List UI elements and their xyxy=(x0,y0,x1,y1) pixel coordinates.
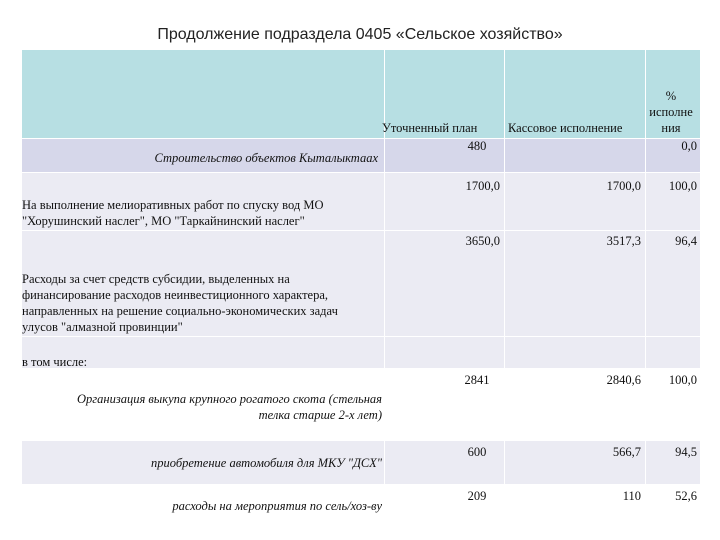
header-percent: исполне xyxy=(649,105,693,119)
row-plan: 2841 xyxy=(464,373,490,387)
row-name: На выполнение мелиоративных работ по спуску вод МО xyxy=(22,198,324,212)
row-cash: 1700,0 xyxy=(606,179,641,193)
row-plan: 480 xyxy=(467,139,487,153)
row-plan: 1700,0 xyxy=(465,179,500,193)
budget-table xyxy=(22,50,700,526)
row-divider xyxy=(22,484,700,485)
row-name: в том числе: xyxy=(22,355,88,369)
row-name: финансирование расходов неинвестиционного характера, xyxy=(22,288,328,302)
row-name: расходы на мероприятия по сель/хоз-ву xyxy=(172,499,382,513)
header-percent: % xyxy=(665,89,677,103)
row-cash: 3517,3 xyxy=(606,234,641,248)
row-divider xyxy=(22,440,700,441)
row-name: Расходы за счет средств субсидии, выделенных на xyxy=(22,272,290,286)
row-plan: 600 xyxy=(467,445,487,459)
row-name: приобретение автомобиля для МКУ "ДСХ" xyxy=(151,456,382,470)
row-cash: 110 xyxy=(622,489,641,503)
row-band xyxy=(22,336,700,368)
row-percent: 0,0 xyxy=(681,139,697,153)
row-percent: 100,0 xyxy=(668,373,697,387)
row-plan: 3650,0 xyxy=(465,234,500,248)
row-name: телка старше 2-х лет) xyxy=(258,408,382,422)
row-name: направленных на решение социально-экономических задач xyxy=(22,304,338,318)
row-percent: 94,5 xyxy=(675,445,697,459)
header-cash: Кассовое исполнение xyxy=(508,121,623,135)
row-cash: 2840,6 xyxy=(606,373,641,387)
row-divider xyxy=(22,138,700,139)
row-plan: 209 xyxy=(467,489,487,503)
header-percent: ния xyxy=(661,121,681,135)
row-percent: 100,0 xyxy=(668,179,697,193)
header-plan: Уточненный план xyxy=(382,121,478,135)
page-title: Продолжение подраздела 0405 «Сельское хозяйство» xyxy=(157,26,563,43)
row-name: Организация выкупа крупного рогатого скота (стельная xyxy=(76,392,382,406)
row-percent: 52,6 xyxy=(675,489,697,503)
row-name: Строительство объектов Кыталыктаах xyxy=(154,151,378,165)
row-divider xyxy=(22,336,700,337)
row-divider xyxy=(22,172,700,173)
row-cash: 566,7 xyxy=(612,445,641,459)
row-name: "Хорушинский наслег", МО "Таркайнинский наслег" xyxy=(22,214,305,228)
row-percent: 96,4 xyxy=(675,234,697,248)
row-divider xyxy=(22,368,700,369)
row-divider xyxy=(22,230,700,231)
row-name: улусов "алмазной провинции" xyxy=(22,320,183,334)
